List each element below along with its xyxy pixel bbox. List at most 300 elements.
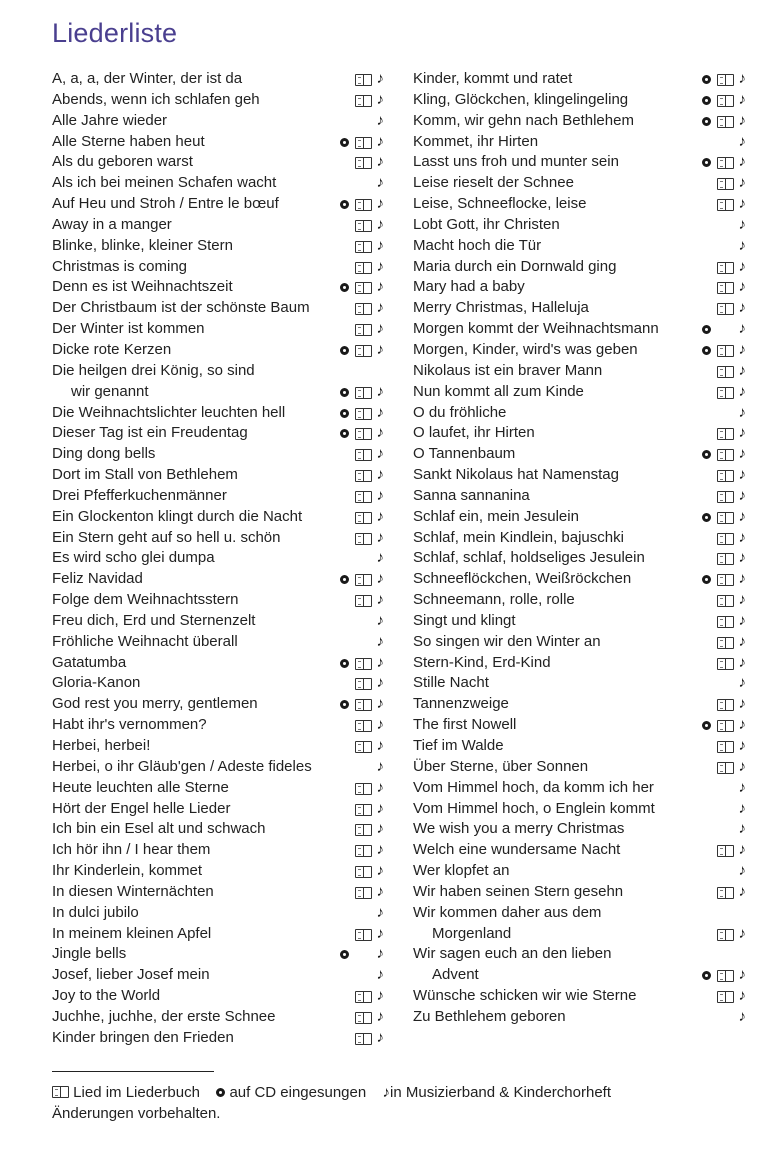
open-book-icon [355, 137, 372, 149]
music-note-icon: ♪ [738, 257, 746, 275]
open-book-icon [355, 324, 372, 336]
music-note-icon: ♪ [738, 320, 746, 338]
cd-disc-icon [340, 346, 349, 355]
song-title: Alle Sterne haben heut [52, 132, 205, 150]
open-book-icon [355, 95, 372, 107]
song-title: Vom Himmel hoch, o Englein kommt [413, 799, 655, 817]
music-note-icon: ♪ [376, 111, 384, 129]
cd-disc-icon [702, 158, 711, 167]
song-list-item [413, 715, 746, 736]
song-list-item [413, 903, 746, 924]
song-list-item [413, 423, 746, 444]
music-note-icon: ♪ [376, 862, 384, 880]
open-book-icon [717, 616, 734, 628]
song-title: Vom Himmel hoch, da komm ich her [413, 778, 654, 796]
song-title: O Tannenbaum [413, 445, 516, 463]
music-note-icon: ♪ [376, 966, 384, 984]
music-note-icon: ♪ [738, 632, 746, 650]
music-note-icon: ♪ [738, 757, 746, 775]
music-note-icon: ♪ [738, 403, 746, 421]
cd-disc-icon [702, 513, 711, 522]
song-list-item [413, 507, 746, 528]
song-list-item [52, 569, 384, 590]
music-note-icon: ♪ [376, 174, 384, 192]
song-title: God rest you merry, gentlemen [52, 695, 258, 713]
song-title: We wish you a merry Christmas [413, 820, 625, 838]
music-note-icon: ♪ [376, 236, 384, 254]
song-list-item [413, 924, 746, 945]
music-note-icon: ♪ [738, 778, 746, 796]
song-list-item [52, 465, 384, 486]
song-list-item [413, 632, 746, 653]
open-book-icon [717, 95, 734, 107]
song-list-item [52, 361, 384, 382]
song-title: In diesen Winternächten [52, 882, 214, 900]
song-title: Schlaf, schlaf, holdseliges Jesulein [413, 549, 645, 567]
open-book-icon [355, 804, 372, 816]
open-book-icon [355, 783, 372, 795]
legend [52, 1083, 611, 1103]
song-title: Schneeflöckchen, Weißröckchen [413, 570, 632, 588]
song-title: Schlaf ein, mein Jesulein [413, 507, 579, 525]
song-title: Wir sagen euch an den lieben [413, 945, 612, 963]
song-list-item [413, 215, 746, 236]
open-book-icon [355, 157, 372, 169]
song-list-item [52, 173, 384, 194]
music-note-icon: ♪ [738, 841, 746, 859]
music-note-icon: ♪ [738, 591, 746, 609]
song-title: Über Sterne, über Sonnen [413, 757, 589, 775]
music-note-icon: ♪ [376, 570, 384, 588]
song-title: Leise, Schneeflocke, leise [413, 195, 587, 213]
music-note-icon: ♪ [376, 528, 384, 546]
song-title: Als ich bei meinen Schafen wacht [52, 174, 277, 192]
song-title: Denn es ist Weihnachtszeit [52, 278, 233, 296]
music-note-icon: ♪ [376, 445, 384, 463]
music-note-icon: ♪ [376, 924, 384, 942]
open-book-icon [717, 178, 734, 190]
page-title: Liederliste [52, 18, 178, 48]
music-note-icon: ♪ [738, 799, 746, 817]
song-list-item [52, 340, 384, 361]
cd-disc-icon [216, 1088, 225, 1097]
music-note-icon: ♪ [738, 90, 746, 108]
song-list-item [413, 528, 746, 549]
song-list-item [52, 965, 384, 986]
open-book-icon [355, 1012, 372, 1024]
song-title: Kommet, ihr Hirten [413, 132, 539, 150]
music-note-icon: ♪ [738, 486, 746, 504]
song-list-item [413, 819, 746, 840]
music-note-icon: ♪ [738, 695, 746, 713]
music-note-icon: ♪ [738, 549, 746, 567]
open-book-icon [717, 282, 734, 294]
song-list-item [52, 277, 384, 298]
open-book-icon [717, 366, 734, 378]
song-title: Ihr Kinderlein, kommet [52, 862, 203, 880]
music-note-icon: ♪ [376, 632, 384, 650]
music-note-icon: ♪ [738, 445, 746, 463]
legend-cd-label: auf CD eingesungen [229, 1084, 367, 1101]
song-list-item [413, 382, 746, 403]
song-list-item [413, 236, 746, 257]
music-note-icon: ♪ [738, 340, 746, 358]
song-list-item [413, 861, 746, 882]
cd-disc-icon [702, 117, 711, 126]
open-book-icon [355, 262, 372, 274]
music-note-icon: ♪ [376, 299, 384, 317]
song-list-item [52, 1007, 384, 1028]
music-note-icon: ♪ [738, 299, 746, 317]
open-book-icon [717, 595, 734, 607]
music-note-icon: ♪ [738, 215, 746, 233]
song-list-item [413, 799, 746, 820]
song-list-item [52, 507, 384, 528]
song-list-item [413, 194, 746, 215]
song-title: Ich bin ein Esel alt und schwach [52, 820, 266, 838]
music-note-icon: ♪ [376, 591, 384, 609]
music-note-icon: ♪ [376, 1028, 384, 1046]
song-list-item [413, 486, 746, 507]
song-title: Sankt Nikolaus hat Namenstag [413, 466, 619, 484]
cd-disc-icon [702, 971, 711, 980]
music-note-icon: ♪ [376, 820, 384, 838]
open-book-icon [717, 929, 734, 941]
music-note-icon: ♪ [738, 966, 746, 984]
song-list-item [413, 694, 746, 715]
cd-disc-icon [340, 429, 349, 438]
open-book-icon [717, 262, 734, 274]
song-list-item [52, 319, 384, 340]
song-title: Wer klopfet an [413, 862, 510, 880]
song-title: Dieser Tag ist ein Freudentag [52, 424, 248, 442]
open-book-icon [717, 533, 734, 545]
open-book-icon [717, 512, 734, 524]
song-title: In dulci jubilo [52, 903, 139, 921]
music-note-icon: ♪ [376, 382, 384, 400]
song-list-item [52, 423, 384, 444]
song-title: Auf Heu und Stroh / Entre le bœuf [52, 195, 279, 213]
song-title: Es wird scho glei dumpa [52, 549, 215, 567]
music-note-icon: ♪ [376, 424, 384, 442]
song-list-right-column [413, 69, 746, 1028]
open-book-icon [717, 699, 734, 711]
song-list-item [413, 111, 746, 132]
music-note-icon: ♪ [738, 278, 746, 296]
song-list-item [52, 69, 384, 90]
song-list-item [52, 653, 384, 674]
music-note-icon: ♪ [376, 841, 384, 859]
song-list-item [52, 819, 384, 840]
open-book-icon [355, 533, 372, 545]
open-book-icon [355, 470, 372, 482]
song-title: Fröhliche Weihnacht überall [52, 632, 238, 650]
song-title: Ein Glockenton klingt durch die Nacht [52, 507, 303, 525]
music-note-icon: ♪ [376, 320, 384, 338]
song-list-item [52, 986, 384, 1007]
open-book-icon [355, 824, 372, 836]
song-title: Freu dich, Erd und Sternenzelt [52, 611, 256, 629]
song-title: Herbei, herbei! [52, 737, 151, 754]
open-book-icon [355, 574, 372, 586]
song-list-item [413, 257, 746, 278]
footnote-divider [52, 1071, 214, 1072]
music-note-icon: ♪ [738, 382, 746, 400]
song-title: Schlaf, mein Kindlein, bajuschki [413, 528, 624, 546]
open-book-icon [717, 845, 734, 857]
song-list-item [413, 944, 746, 965]
song-list-item [52, 757, 384, 778]
music-note-icon: ♪ [738, 987, 746, 1005]
open-book-icon [355, 220, 372, 232]
song-title: Tannenzweige [413, 695, 509, 713]
music-note-icon: ♪ [376, 90, 384, 108]
song-title: Lobt Gott, ihr Christen [413, 215, 560, 233]
song-title: Zu Bethlehem geboren [413, 1007, 566, 1025]
song-title: Morgen kommt der Weihnachtsmann [413, 320, 659, 338]
open-book-icon [717, 574, 734, 586]
music-note-icon: ♪ [738, 820, 746, 838]
song-title: Wir haben seinen Stern gesehn [413, 882, 624, 900]
open-book-icon [717, 762, 734, 774]
song-list-item [413, 340, 746, 361]
song-list-item [413, 590, 746, 611]
song-list-item [413, 152, 746, 173]
song-title: Hört der Engel helle Lieder [52, 799, 231, 817]
music-note-icon: ♪ [738, 174, 746, 192]
song-title: Blinke, blinke, kleiner Stern [52, 236, 233, 254]
song-title: Ein Stern geht auf so hell u. schön [52, 528, 281, 546]
music-note-icon: ♪ [376, 466, 384, 484]
music-note-icon: ♪ [376, 507, 384, 525]
song-list-item [52, 590, 384, 611]
song-list-item [52, 924, 384, 945]
open-book-icon [355, 658, 372, 670]
song-list-item [52, 444, 384, 465]
music-note-icon: ♪ [376, 1007, 384, 1025]
song-list-item [413, 90, 746, 111]
legend-book-label: Lied im Liederbuch [73, 1084, 200, 1101]
song-list-item [413, 882, 746, 903]
music-note-icon: ♪ [738, 528, 746, 546]
song-title: Leise rieselt der Schnee [413, 174, 574, 192]
song-list-item [413, 840, 746, 861]
song-title: Tief im Walde [413, 737, 504, 754]
music-note-icon: ♪ [738, 611, 746, 629]
song-title: Welch eine wundersame Nacht [413, 841, 621, 859]
song-list-item [413, 173, 746, 194]
song-title: Herbei, o ihr Gläub'gen / Adeste fideles [52, 757, 312, 775]
song-title: Der Christbaum ist der schönste Baum [52, 299, 310, 317]
music-note-icon: ♪ [738, 862, 746, 880]
song-title: Morgenland [432, 924, 512, 942]
song-list-item [52, 694, 384, 715]
music-note-icon: ♪ [376, 987, 384, 1005]
song-list-item [52, 90, 384, 111]
open-book-icon [355, 428, 372, 440]
song-title: Sanna sannanina [413, 486, 530, 504]
song-list-item [52, 215, 384, 236]
open-book-icon [355, 929, 372, 941]
open-book-icon [717, 970, 734, 982]
music-note-icon: ♪ [738, 70, 746, 87]
song-list-item [413, 673, 746, 694]
song-list-item [413, 132, 746, 153]
music-note-icon: ♪ [376, 778, 384, 796]
music-note-icon: ♪ [376, 611, 384, 629]
song-title: In meinem kleinen Apfel [52, 924, 212, 942]
song-list-item [52, 861, 384, 882]
song-list-item [52, 736, 384, 757]
song-list-item [52, 111, 384, 132]
open-book-icon [355, 866, 372, 878]
song-title: Heute leuchten alle Sterne [52, 778, 229, 796]
song-list-item [52, 611, 384, 632]
music-note-icon: ♪ [376, 278, 384, 296]
open-book-icon [355, 449, 372, 461]
open-book-icon [355, 845, 372, 857]
music-note-icon: ♪ [738, 507, 746, 525]
music-note-icon: ♪ [738, 424, 746, 442]
open-book-icon [355, 678, 372, 690]
song-title: Habt ihr's vernommen? [52, 716, 207, 734]
song-title: So singen wir den Winter an [413, 632, 601, 650]
song-title: Dicke rote Kerzen [52, 340, 172, 358]
music-note-icon: ♪ [376, 257, 384, 275]
open-book-icon [355, 282, 372, 294]
open-book-icon [355, 991, 372, 1003]
song-list-item [413, 778, 746, 799]
song-title: O du fröhliche [413, 403, 507, 421]
open-book-icon [355, 387, 372, 399]
song-title: Feliz Navidad [52, 570, 143, 588]
song-list-item [413, 298, 746, 319]
open-book-icon [355, 741, 372, 753]
music-note-icon: ♪ [738, 716, 746, 734]
music-note-icon: ♪ [738, 924, 746, 942]
song-list-item [52, 528, 384, 549]
song-title: Nun kommt all zum Kinde [413, 382, 584, 400]
cd-disc-icon [702, 575, 711, 584]
music-note-icon: ♪ [376, 486, 384, 504]
music-note-icon: ♪ [738, 674, 746, 692]
song-list-item [413, 361, 746, 382]
song-list-item [413, 757, 746, 778]
music-note-icon: ♪ [376, 903, 384, 921]
song-list-item [413, 444, 746, 465]
song-title: Ich hör ihn / I hear them [52, 841, 211, 859]
song-title: Gloria-Kanon [52, 674, 141, 692]
music-note-icon: ♪ [376, 799, 384, 817]
music-note-icon: ♪ [376, 945, 384, 963]
song-list-item [52, 298, 384, 319]
cd-disc-icon [702, 721, 711, 730]
cd-disc-icon [340, 700, 349, 709]
song-title: Ding dong bells [52, 445, 156, 463]
music-note-icon: ♪ [738, 570, 746, 588]
song-list-item [52, 799, 384, 820]
song-list-item [52, 132, 384, 153]
music-note-icon: ♪ [376, 132, 384, 150]
song-title: Kling, Glöckchen, klingelingeling [413, 90, 629, 108]
song-title: Away in a manger [52, 215, 172, 233]
music-note-icon: ♪ [376, 737, 384, 754]
music-note-icon: ♪ [738, 1007, 746, 1025]
song-title: Abends, wenn ich schlafen geh [52, 90, 260, 108]
open-book-icon [717, 387, 734, 399]
cd-disc-icon [340, 659, 349, 668]
song-list-item [413, 403, 746, 424]
song-title: Maria durch ein Dornwald ging [413, 257, 617, 275]
open-book-icon [717, 470, 734, 482]
song-title: A, a, a, der Winter, der ist da [52, 70, 243, 87]
music-note-icon: ♪ [376, 674, 384, 692]
open-book-icon [355, 199, 372, 211]
cd-disc-icon [340, 283, 349, 292]
song-list-item [413, 465, 746, 486]
legend-footer: Änderungen vorbehalten. [52, 1105, 221, 1122]
song-list-item [413, 319, 746, 340]
open-book-icon [355, 512, 372, 524]
song-list-item [52, 632, 384, 653]
song-title: Mary had a baby [413, 278, 525, 296]
song-list-item [52, 257, 384, 278]
open-book-icon [717, 345, 734, 357]
song-title: Lasst uns froh und munter sein [413, 153, 619, 171]
open-book-icon [355, 595, 372, 607]
music-note-icon: ♪ [376, 403, 384, 421]
open-book-icon [717, 116, 734, 128]
song-list-item [52, 548, 384, 569]
song-title: Morgen, Kinder, wird's was geben [413, 340, 638, 358]
song-list-item [52, 778, 384, 799]
song-list-item [52, 152, 384, 173]
song-title: Christmas is coming [52, 257, 188, 275]
open-book-icon [355, 408, 372, 420]
cd-disc-icon [340, 138, 349, 147]
open-book-icon [717, 637, 734, 649]
music-note-icon: ♪ [376, 653, 384, 671]
open-book-icon [355, 699, 372, 711]
song-list-item [52, 840, 384, 861]
open-book-icon [717, 887, 734, 899]
song-title: Dort im Stall von Bethlehem [52, 466, 238, 484]
song-list-item [413, 611, 746, 632]
music-note-icon: ♪ [382, 1084, 391, 1101]
song-list-item [413, 1007, 746, 1028]
music-note-icon: ♪ [376, 695, 384, 713]
open-book-icon [355, 303, 372, 315]
music-note-icon: ♪ [376, 340, 384, 358]
song-title: Advent [432, 966, 479, 984]
song-list-item [52, 882, 384, 903]
cd-disc-icon [702, 450, 711, 459]
song-list-item [413, 653, 746, 674]
cd-disc-icon [340, 388, 349, 397]
song-list-item [52, 236, 384, 257]
open-book-icon [355, 720, 372, 732]
open-book-icon [717, 428, 734, 440]
song-title: Josef, lieber Josef mein [52, 966, 210, 984]
open-book-icon [717, 553, 734, 565]
open-book-icon [717, 741, 734, 753]
music-note-icon: ♪ [738, 466, 746, 484]
song-title: Stille Nacht [413, 674, 489, 692]
song-list-item [52, 1028, 384, 1049]
open-book-icon [717, 303, 734, 315]
song-title: Alle Jahre wieder [52, 111, 168, 129]
cd-disc-icon [702, 325, 711, 334]
